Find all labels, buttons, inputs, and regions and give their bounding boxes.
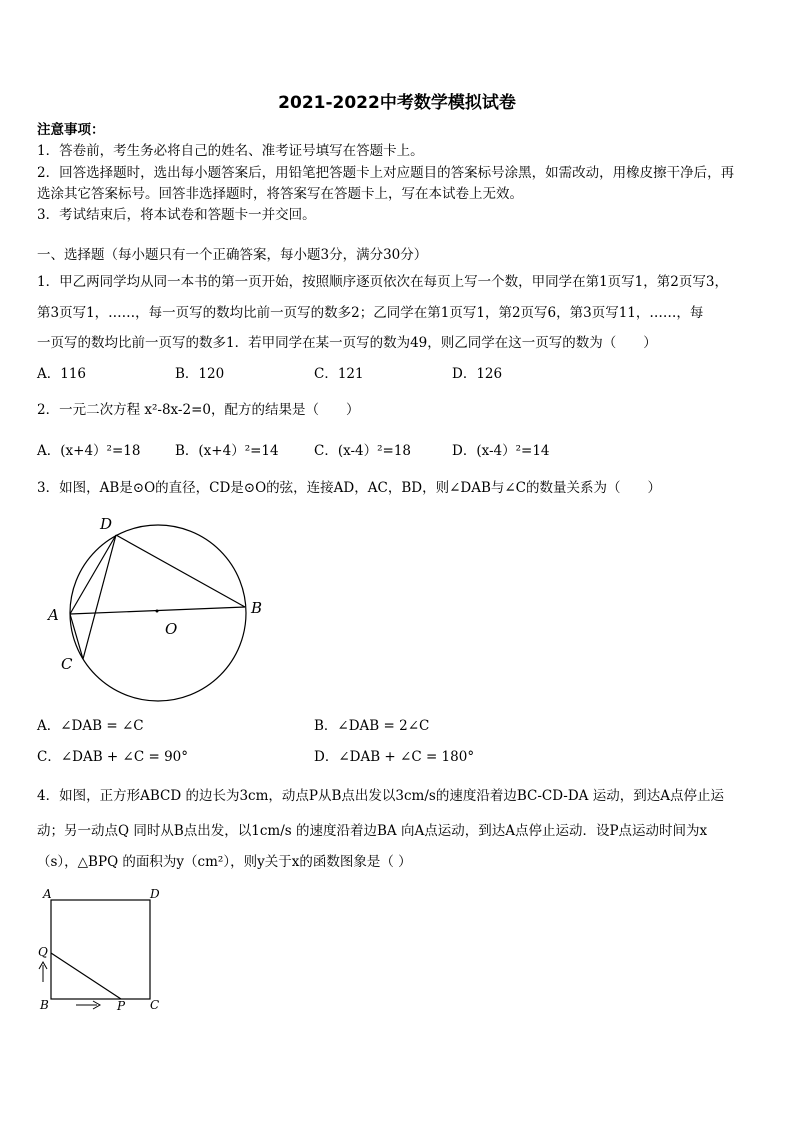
- q3-stem: 3．如图，AB是⊙O的直径，CD是⊙O的弦，连接AD，AC，BD，则∠DAB与∠C的数量关系为（ ）: [37, 480, 662, 496]
- notice-item-3: 3．考试结束后，将本试卷和答题卡一并交回。: [37, 207, 316, 223]
- label-a: A: [48, 606, 59, 624]
- q2-option-a: A．(x+4）²=18: [37, 443, 141, 459]
- q4-line-2: 动；另一动点Q 同时从B点出发，以1cm/s 的速度沿着边BA 向A点运动，到达A点停止运动．设P点运动时间为x: [37, 823, 708, 839]
- q1-line-3: 一页写的数均比前一页写的数多1．若甲同学在某一页写的数为49，则乙同学在这一页写的数为（ ）: [37, 335, 657, 351]
- exam-title: 2021-2022中考数学模拟试卷: [278, 93, 516, 113]
- q1-option-c: C．121: [314, 366, 364, 382]
- q4-line-3: （s），△BPQ 的面积为y（cm²），则y关于x的函数图象是（ ）: [37, 854, 412, 870]
- q4-line-1: 4．如图，正方形ABCD 的边长为3cm，动点P从B点出发以3cm/s的速度沿着边BC-CD-DA 运动，到达A点停止运: [37, 788, 724, 804]
- square-abcd: [51, 900, 150, 999]
- label-d: D: [150, 887, 160, 901]
- q3-option-d: D．∠DAB + ∠C = 180°: [314, 749, 475, 765]
- q2-option-b: B．(x+4）²=14: [175, 443, 279, 459]
- q3-option-a: A．∠DAB = ∠C: [37, 718, 144, 734]
- segment-da: [70, 535, 116, 614]
- segment-dc: [83, 535, 116, 659]
- label-a: A: [43, 887, 52, 901]
- label-o: O: [165, 620, 178, 638]
- segment-ac: [70, 614, 83, 659]
- center-point: [156, 610, 159, 613]
- notice-item-2-cont: 选涂其它答案标号。回答非选择题时，将答案写在答题卡上，写在本试卷上无效。: [37, 186, 523, 202]
- q2-option-c: C．(x-4）²=18: [314, 443, 412, 459]
- q2-stem: 2．一元二次方程 x²-8x-2=0，配方的结果是（ ）: [37, 402, 360, 418]
- segment-db: [116, 535, 245, 607]
- notice-item-1: 1．答卷前，考生务必将自己的姓名、准考证号填写在答题卡上。: [37, 143, 424, 159]
- q1-option-d: D．126: [452, 366, 503, 382]
- label-b: B: [40, 998, 49, 1012]
- q3-circle-figure: [40, 510, 280, 710]
- section-heading: 一、选择题（每小题只有一个正确答案，每小题3分，满分30分）: [37, 247, 428, 263]
- q1-line-2: 第3页写1，……，每一页写的数均比前一页写的数多2；乙同学在第1页写1，第2页写6，第3页写11，……，每: [37, 305, 704, 321]
- q1-option-b: B．120: [175, 366, 225, 382]
- q1-option-a: A．116: [37, 366, 87, 382]
- label-c: C: [61, 655, 73, 673]
- segment-qp: [51, 953, 121, 999]
- label-c: C: [150, 998, 160, 1012]
- q4-square-figure: [34, 885, 174, 1020]
- q2-option-d: D．(x-4）²=14: [452, 443, 550, 459]
- q3-option-b: B．∠DAB = 2∠C: [314, 718, 430, 734]
- q3-option-c: C．∠DAB + ∠C = 90°: [37, 749, 188, 765]
- label-d: D: [100, 515, 113, 533]
- label-q: Q: [38, 945, 48, 959]
- notice-item-2: 2．回答选择题时，选出每小题答案后，用铅笔把答题卡上对应题目的答案标号涂黑，如需改动，用橡皮擦干净后，再: [37, 165, 735, 181]
- q1-line-1: 1．甲乙两同学均从同一本书的第一页开始，按照顺序逐页依次在每页上写一个数，甲同学在第1页写1，第2页写3，: [37, 274, 728, 290]
- notice-heading: 注意事项：: [37, 122, 105, 138]
- label-b: B: [251, 599, 263, 617]
- label-p: P: [117, 999, 126, 1013]
